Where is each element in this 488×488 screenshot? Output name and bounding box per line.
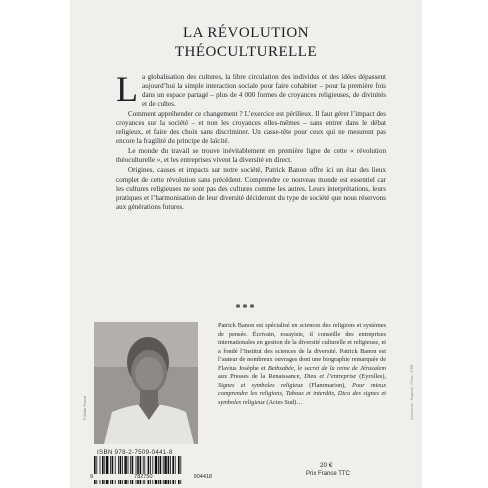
book-title-line-2: THÉOCULTURELLE [174,44,318,60]
bio-title-3: Signes et symboles religieux [218,381,304,389]
bio-text-4: (Flammarion), [303,381,353,389]
bio-title-1: Bethsabée, le secret de la reine de Jérusalem [267,364,387,372]
blurb-paragraph-4: Origines, causes et impacts sur notre société, Patrick Banon offre ici un état des lieux complet de cette révolution sans précédent. Comprendre ce nouveau monde est essentiel car les cultures religieuses ne sont pas des cultures comme les autres. Leurs interprétations, leurs pratiques et l’harmonisation de leur diversité décideront du type de société que nous réservons aux générations futures. [116,166,386,211]
bio-title-4: Pour mieux comprendre les religions, Tabous et interdits, Dico des signes et symboles religieux [218,381,386,406]
price: 20 € [320,462,333,469]
blurb-text [116,69,386,213]
author-portrait-image [94,322,198,444]
back-cover [70,0,422,488]
blurb-paragraph-1 [116,69,386,109]
bio-text-2: aux Presses de la Renaissance, [218,373,305,380]
section-separator: *** [235,303,257,314]
photo-credit: © Didier Pruvot [83,396,87,420]
isbn-label: ISBN 978-2-7509-0441-8 [97,449,173,456]
blurb-paragraph-3: Le monde du travail se trouve inévitablement en première ligne de cette « révolution théoculturelle », et les entreprises vivent la diversité en direct. [116,147,386,165]
author-photo [94,322,198,444]
cover-credit: Couverture : Targenqi · Photo : © DR [410,364,414,420]
bio-text-3: (Eyrolles), [356,373,387,380]
blurb-paragraph-2: Comment appréhender ce changement ? L’exercice est périlleux. Il faut gérer l’impact des croyances sur la société – et non les croyances elles-mêmes – sans entrer dans le débat religieux, et faire des choix sans discriminer. Un casse-tête pour ceux qui ne mesurent pas encore la fragilité du principe de laïcité. [116,110,386,146]
drop-cap: L [116,69,138,109]
bio-text-5: (Actes Sud)… [264,398,303,406]
book-title-line-1: LA RÉVOLUTION [182,25,310,41]
barcode-digit-group-2: 782750 [134,474,153,480]
bio-title-2: Dieu et l’entreprise [304,373,357,380]
barcode-digits [90,474,212,480]
barcode-digit-group-3: 904418 [193,474,212,480]
bio-text-1: Patrick Banon est spécialisé en sciences des religions et systèmes de pensée. Écrivain, essayiste, il conseille des entreprises internationales en gestion de la diversité culturelle et religieuse, et a fondé l’Institut des sciences de la diversité. Patrick Banon est l’auteur de nombreux ouvrages dont une biographie remarquée de Flavius Josèphe et [218,322,386,372]
price-label: Prix France TTC [306,471,350,477]
barcode-digit-group-1: 9 [90,474,94,480]
blurb-paragraph-1-text: a globalisation des cultures, la libre circulation des individus et des idées dépassent aujourd’hui la simple interaction sociale pour faire cohabiter – pour la première fois dans un espace partagé – plus de 4 000 formes de croyances religieuses, de divinités et de cultes. [142,73,386,109]
author-biography [218,322,386,407]
